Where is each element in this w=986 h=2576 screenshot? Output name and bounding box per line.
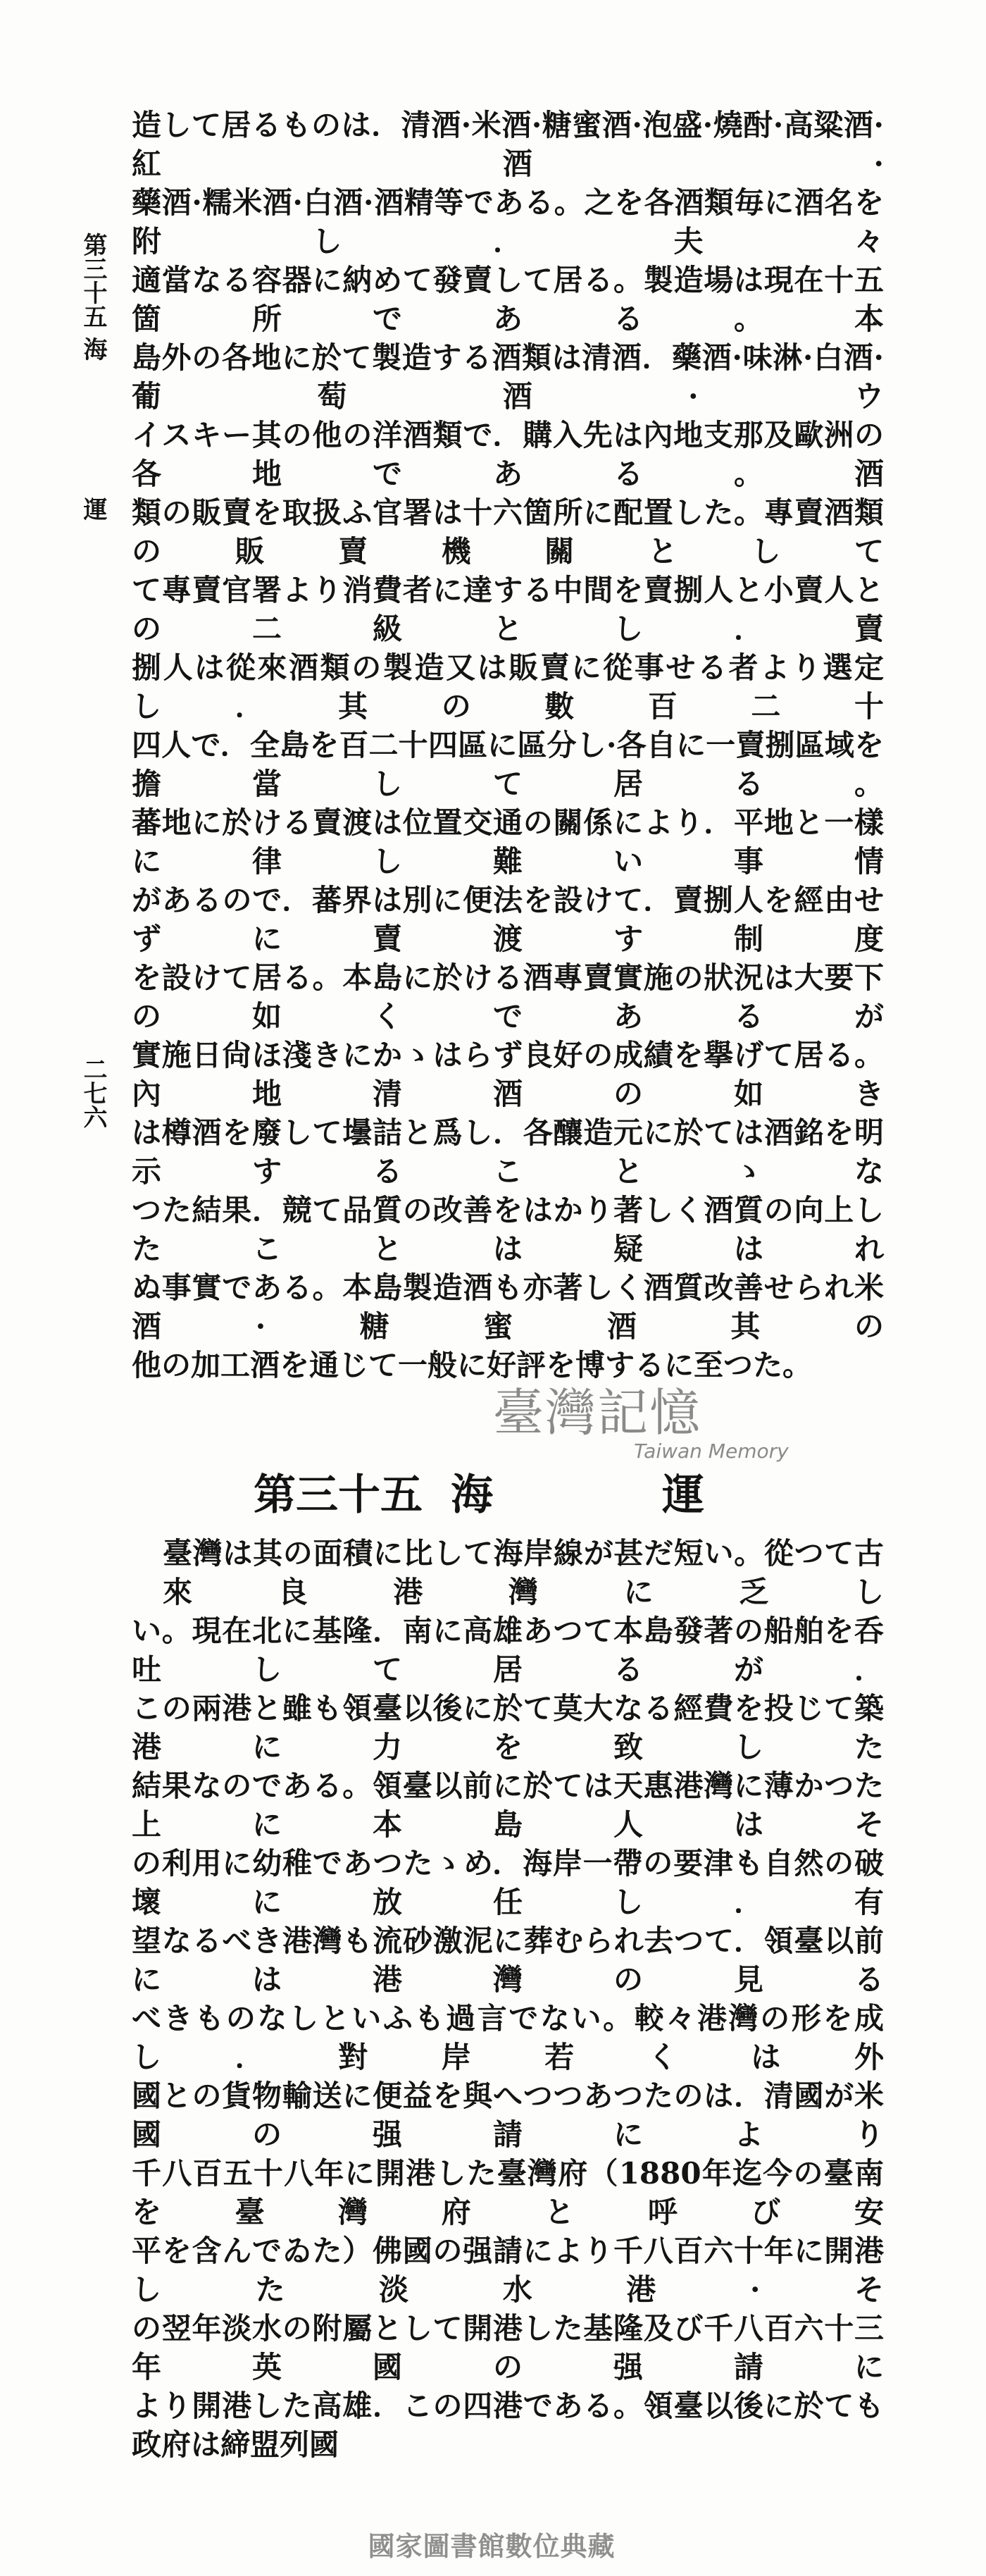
text-line: 平を含んでゐた）佛國の强請により千八百六十年に開港した淡水港·そ — [132, 2234, 884, 2307]
page-number: 二七六 — [79, 1057, 107, 1129]
text-line: 四人で．全島を百二十四區に區分し·各自に一賣捌區域を擔當して居る。 — [132, 728, 884, 801]
text-line: 千八百五十八年に開港した臺灣府（1880年迄今の臺南を臺灣府と呼び安 — [132, 2156, 884, 2229]
text-line: の利用に幼稚であつたゝめ．海岸一帶の要津も自然の破壞に放任し．有 — [132, 1846, 884, 1919]
text-line: 國との貨物輸送に便益を與へつつあつたのは．清國が米國の强請により — [132, 2079, 884, 2152]
text-line: 造して居るものは．清酒·米酒·糖蜜酒·泡盛·燒酎·高粱酒·紅酒· — [132, 108, 884, 181]
text-line: 臺灣は其の面積に比して海岸線が甚だ短い。從つて古來良港灣に乏し — [163, 1536, 884, 1609]
text-line: より開港した高雄．この四港である。領臺以後に於ても政府は締盟列國 — [132, 2389, 884, 2462]
watermark-logo — [493, 1385, 803, 1462]
text-line: 類の販賣を取扱ふ官署は十六箇所に配置した。專賣酒類の販賣機關として — [132, 495, 884, 569]
watermark-text: 臺灣記憶 — [493, 1383, 702, 1442]
text-line: を設けて居る。本島に於ける酒專賣實施の狀況は大要下の如くであるが — [132, 960, 884, 1034]
section-title-2: 運 — [662, 1470, 704, 1520]
text-line: 結果なのである。領臺以前に於ては天惠港灣に薄かつた上に本島人はそ — [132, 1769, 884, 1842]
text-line: 藥酒·糯米酒·白酒·酒精等である。之を各酒類毎に酒名を附し．夫々 — [132, 185, 884, 259]
text-line: があるので．蕃界は別に便法を設けて．賣捌人を經由せずに賣渡す制度 — [132, 883, 884, 956]
text-line: 望なるべき港灣も流砂激泥に葬むられ去つて．領臺以前には港灣の見る — [132, 1924, 884, 1997]
section-heading — [254, 1470, 704, 1520]
paragraph-2 — [132, 1534, 884, 2464]
text-line: は樽酒を廢して壜詰と爲し．各釀造元に於ては酒銘を明示することゝな — [132, 1115, 884, 1189]
text-line: て專賣官署より消費者に達する中間を賣捌人と小賣人との二級とし．賣 — [132, 573, 884, 646]
section-title-1: 海 — [451, 1470, 493, 1520]
footer-credit: 國家圖書館數位典藏 — [368, 2531, 616, 2562]
text-line: つた結果．競て品質の改善をはかり著しく酒質の向上したことは疑はれ — [132, 1193, 884, 1266]
running-head: 第三十五 海 — [79, 233, 107, 361]
text-line: ぬ事實である。本島製造酒も亦著しく酒質改善せられ米酒·糖蜜酒其の — [132, 1270, 884, 1344]
text-line: イスキー其の他の洋酒類で．購入先は內地支那及歐洲の各地である。酒 — [132, 418, 884, 491]
text-line: 實施日尙ほ淺きにかゝはらず良好の成績を擧げて居る。內地清酒の如き — [132, 1038, 884, 1111]
page-body — [132, 106, 884, 2576]
paragraph-1 — [132, 106, 884, 1385]
section-number: 第三十五 — [254, 1470, 423, 1520]
watermark-subtitle: Taiwan Memory — [634, 1439, 789, 1463]
text-line: 適當なる容器に納めて發賣して居る。製造場は現在十五箇所である。本 — [132, 263, 884, 336]
text-line: 捌人は從來酒類の製造又は販賣に從事せる者より選定し．其の數百二十 — [132, 650, 884, 724]
text-line: 他の加工酒を通じて一般に好評を博するに至つた。 — [132, 1348, 813, 1382]
text-line: この兩港と雖も領臺以後に於て莫大なる經費を投じて築港に力を致した — [132, 1691, 884, 1764]
text-line: べきものなしといふも過言でない。較々港灣の形を成し．對岸若くは外 — [132, 2001, 884, 2074]
text-line: 蕃地に於ける賣渡は位置交通の關係により．平地と一樣に律し難い事情 — [132, 805, 884, 879]
text-line: い。現在北に基隆．南に高雄あつて本島發著の船舶を呑吐して居るが． — [132, 1614, 884, 1687]
text-line: の翌年淡水の附屬として開港した基隆及び千八百六十三年英國の强請に — [132, 2311, 884, 2384]
running-head-2: 運 — [79, 497, 107, 521]
text-line: 島外の各地に於て製造する酒類は清酒．藥酒·味淋·白酒·葡萄酒·ウ — [132, 340, 884, 414]
